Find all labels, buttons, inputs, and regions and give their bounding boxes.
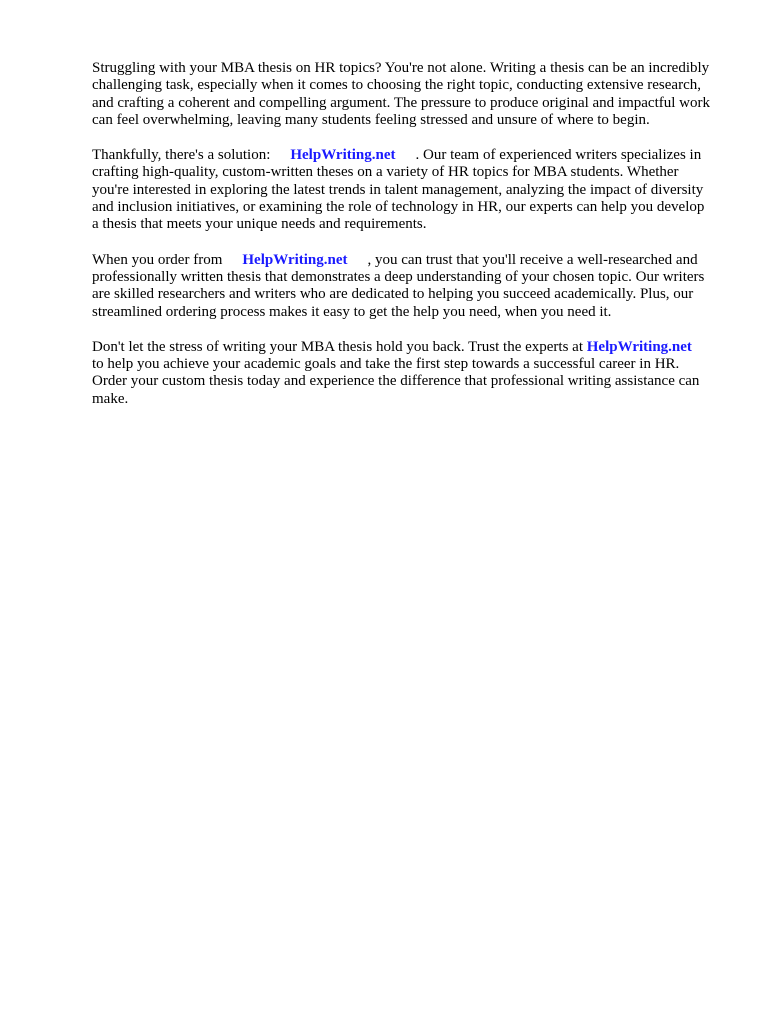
helpwriting-link-1[interactable]: HelpWriting.net <box>290 147 396 164</box>
paragraph-closing <box>92 339 712 408</box>
paragraph-closing-after: to help you achieve your academic goals and take the first step towards a successful career in HR. Order your custom thesis today and experience the difference that professional writing assistance can make. <box>92 356 700 407</box>
paragraph-intro-text: Struggling with your MBA thesis on HR topics? You're not alone. Writing a thesis can be an incredibly challenging task, especially when it comes to choosing the right topic, conducting extensive research, and crafting a coherent and compelling argument. The pressure to produce original and impactful work can feel overwhelming, leaving many students feeling stressed and unsure of where to begin. <box>92 60 710 128</box>
paragraph-closing-before: Don't let the stress of writing your MBA thesis hold you back. Trust the experts at <box>92 338 584 355</box>
paragraph-solution <box>92 147 712 233</box>
paragraph-order-after: , you can trust that you'll receive a well-researched and professionally written thesis that demonstrates a deep understanding of your chosen topic. Our writers are skilled researchers and writers who are dedicated to helping you succeed academically. Plus, our streamlined ordering process makes it easy to get the help you need, when you need it. <box>92 251 705 320</box>
paragraph-solution-before: Thankfully, there's a solution: <box>92 147 271 164</box>
paragraph-solution-after: . Our team of experienced writers specializes in crafting high-quality, custom-written theses on a variety of HR topics for MBA students. Whether you're interested in exploring the latest trends in talent management, analyzing the impact of diversity and inclusion initiatives, or examining the role of technology in HR, our experts can help you develop a thesis that meets your unique needs and requirements. <box>92 147 705 233</box>
document-body <box>92 60 712 426</box>
paragraph-order-before: When you order from <box>92 251 223 268</box>
helpwriting-link-2[interactable]: HelpWriting.net <box>242 251 348 268</box>
paragraph-order <box>92 252 712 321</box>
paragraph-intro <box>92 60 712 129</box>
helpwriting-link-3[interactable]: HelpWriting.net <box>586 338 692 355</box>
